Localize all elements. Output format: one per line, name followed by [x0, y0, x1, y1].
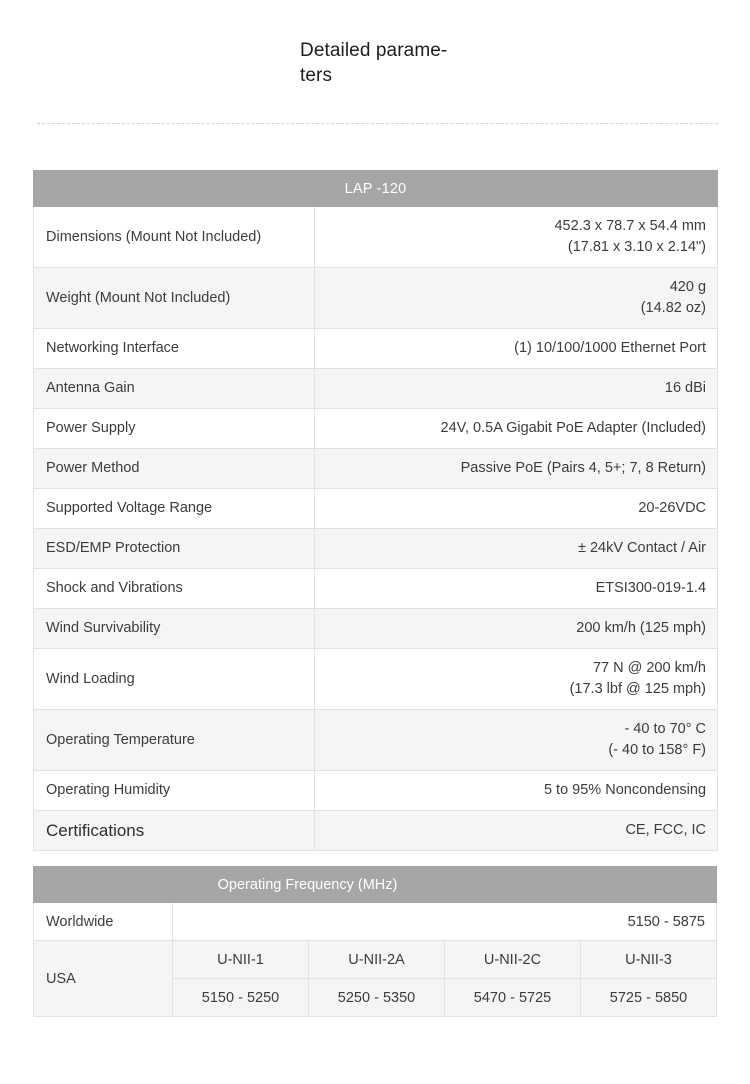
page-title-line-1: Detailed parame- — [300, 40, 448, 61]
spec-label: Operating Temperature — [34, 710, 315, 771]
usa-band-range: 5250 - 5350 — [309, 979, 445, 1017]
table-row — [34, 649, 718, 710]
spec-label: Power Supply — [34, 409, 315, 449]
spec-value-line-2: (17.3 lbf @ 125 mph) — [569, 681, 707, 697]
spec-label: Wind Loading — [34, 649, 315, 710]
spec-value — [315, 268, 718, 329]
spec-label: Wind Survivability — [34, 609, 315, 649]
spec-value: 5 to 95% Noncondensing — [315, 771, 718, 811]
spec-label: Antenna Gain — [34, 369, 315, 409]
table-row — [34, 529, 718, 569]
spec-value: 20-26VDC — [315, 489, 718, 529]
spec-value: 16 dBi — [315, 369, 718, 409]
frequency-table-header-row — [34, 867, 717, 903]
specifications-table — [33, 170, 718, 851]
section-divider — [37, 123, 718, 124]
region-label-usa: USA — [34, 941, 173, 1017]
usa-band-label: U-NII-2C — [445, 941, 581, 979]
spec-value — [315, 649, 718, 710]
operating-frequency-table — [33, 866, 717, 1017]
spec-value: (1) 10/100/1000 Ethernet Port — [315, 329, 718, 369]
page-title-block — [300, 38, 450, 88]
spec-label: Certifications — [34, 811, 315, 851]
table-row — [34, 569, 718, 609]
spec-value-line-2: (- 40 to 158° F) — [608, 742, 707, 758]
spec-value-line-1: 77 N @ 200 km/h — [592, 660, 707, 676]
spec-label: Supported Voltage Range — [34, 489, 315, 529]
table-row — [34, 268, 718, 329]
spec-label: ESD/EMP Protection — [34, 529, 315, 569]
table-row — [34, 489, 718, 529]
spec-label: Power Method — [34, 449, 315, 489]
page-title — [300, 38, 450, 88]
spec-label: Networking Interface — [34, 329, 315, 369]
table-row — [34, 609, 718, 649]
table-row — [34, 329, 718, 369]
usa-band-range: 5470 - 5725 — [445, 979, 581, 1017]
spec-value: 200 km/h (125 mph) — [315, 609, 718, 649]
table-row — [34, 449, 718, 489]
table-row — [34, 369, 718, 409]
table-row — [34, 207, 718, 268]
spec-value: CE, FCC, IC — [315, 811, 718, 851]
table-row — [34, 710, 718, 771]
spec-value — [315, 207, 718, 268]
spec-value-line-2: (17.81 x 3.10 x 2.14") — [567, 239, 707, 255]
frequency-table-title: Operating Frequency (MHz) — [34, 867, 717, 903]
usa-band-range: 5725 - 5850 — [581, 979, 717, 1017]
table-row — [34, 409, 718, 449]
page-title-line-2: ters — [300, 65, 333, 86]
spec-value-line-1: 452.3 x 78.7 x 54.4 mm — [554, 218, 707, 234]
specs-table-header-row — [34, 171, 718, 207]
usa-band-label: U-NII-2A — [309, 941, 445, 979]
usa-band-label: U-NII-3 — [581, 941, 717, 979]
spec-label: Weight (Mount Not Included) — [34, 268, 315, 329]
table-row-worldwide — [34, 903, 717, 941]
spec-value-line-1: 420 g — [669, 279, 707, 295]
spec-value: 24V, 0.5A Gigabit PoE Adapter (Included) — [315, 409, 718, 449]
region-label-worldwide: Worldwide — [34, 903, 173, 941]
spec-label: Dimensions (Mount Not Included) — [34, 207, 315, 268]
specs-table-title: LAP -120 — [34, 171, 718, 207]
spec-value-line-2: (14.82 oz) — [640, 300, 707, 316]
spec-value-line-1: - 40 to 70° C — [624, 721, 707, 737]
spec-value: Passive PoE (Pairs 4, 5+; 7, 8 Return) — [315, 449, 718, 489]
table-row — [34, 811, 718, 851]
worldwide-frequency-range: 5150 - 5875 — [173, 903, 717, 941]
spec-value — [315, 710, 718, 771]
spec-value: ETSI300-019-1.4 — [315, 569, 718, 609]
spec-value: ± 24kV Contact / Air — [315, 529, 718, 569]
usa-band-range: 5150 - 5250 — [173, 979, 309, 1017]
table-row — [34, 771, 718, 811]
table-row-usa-bands — [34, 941, 717, 979]
spec-label: Operating Humidity — [34, 771, 315, 811]
usa-band-label: U-NII-1 — [173, 941, 309, 979]
spec-label: Shock and Vibrations — [34, 569, 315, 609]
